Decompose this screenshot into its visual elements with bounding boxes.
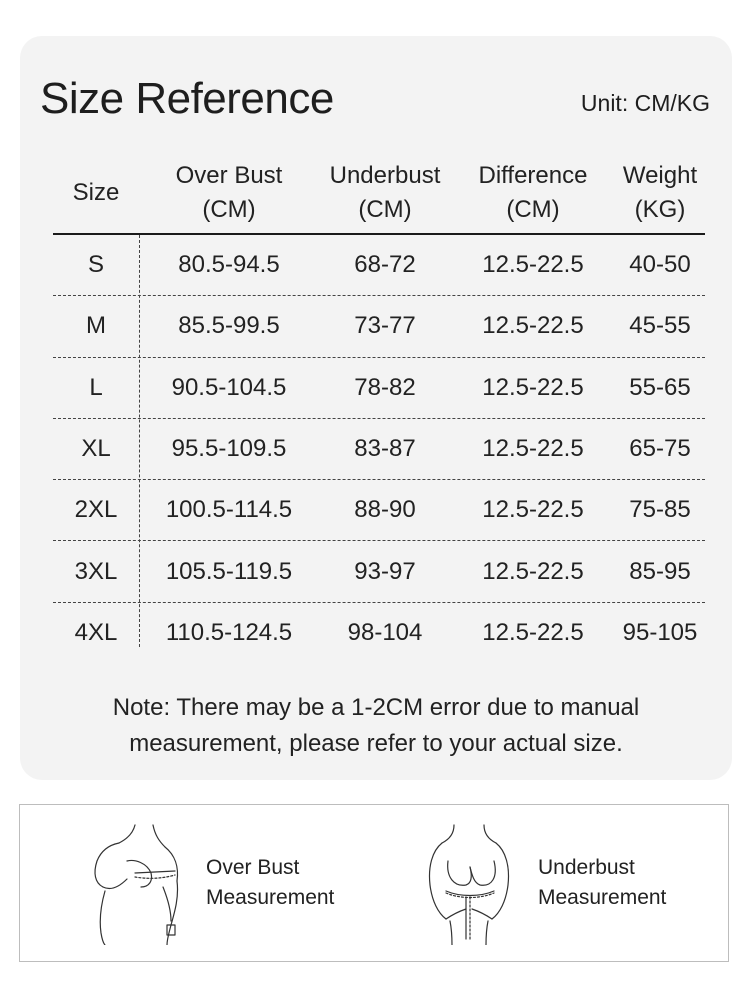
cell-difference: 12.5-22.5 [482, 251, 584, 279]
table-row [53, 480, 705, 541]
cell-underbust: 83-87 [354, 435, 416, 463]
size-reference-card [20, 36, 732, 780]
cell-over-bust: 95.5-109.5 [171, 435, 287, 463]
cell-difference: 12.5-22.5 [482, 557, 584, 585]
size-table [53, 150, 705, 664]
page-title: Size Reference [40, 74, 334, 123]
cell-underbust: 78-82 [354, 373, 416, 401]
cell-weight: 75-85 [629, 496, 691, 524]
measurement-guide [19, 804, 729, 962]
cell-underbust: 68-72 [354, 251, 416, 279]
header-size: Size [72, 178, 120, 206]
over-bust-caption: Over Bust Measurement [206, 856, 335, 909]
cell-difference: 12.5-22.5 [482, 496, 584, 524]
column-divider [139, 235, 140, 647]
cell-size: L [89, 373, 103, 401]
table-row [53, 541, 705, 602]
cell-difference: 12.5-22.5 [482, 435, 584, 463]
cell-weight: 85-95 [629, 557, 691, 585]
over-bust-figure-icon [75, 821, 193, 945]
cell-difference: 12.5-22.5 [482, 619, 584, 647]
cell-underbust: 73-77 [354, 312, 416, 340]
header-difference: Difference (CM) [478, 161, 588, 223]
cell-size: 3XL [74, 557, 118, 585]
cell-over-bust: 80.5-94.5 [178, 251, 280, 279]
cell-size: 2XL [74, 496, 118, 524]
table-row [53, 603, 705, 664]
cell-weight: 55-65 [629, 373, 691, 401]
cell-size: 4XL [74, 619, 118, 647]
header-over-bust: Over Bust (CM) [175, 161, 283, 223]
cell-weight: 40-50 [629, 251, 691, 279]
cell-underbust: 88-90 [354, 496, 416, 524]
cell-weight: 95-105 [622, 619, 698, 647]
underbust-caption: Underbust Measurement [538, 856, 667, 909]
cell-over-bust: 110.5-124.5 [165, 619, 293, 647]
underbust-figure-icon [410, 821, 528, 945]
table-row [53, 419, 705, 480]
measurement-note: Note: There may be a 1-2CM error due to manual measurement, please refer to your actual size. [112, 694, 640, 757]
cell-size: XL [81, 435, 111, 463]
cell-over-bust: 100.5-114.5 [165, 496, 293, 524]
cell-weight: 65-75 [629, 435, 691, 463]
cell-size: S [87, 251, 104, 279]
cell-over-bust: 105.5-119.5 [165, 557, 293, 585]
table-row [53, 358, 705, 419]
unit-label: Unit: CM/KG [580, 90, 710, 116]
cell-size: M [86, 312, 106, 340]
cell-underbust: 93-97 [354, 557, 416, 585]
cell-difference: 12.5-22.5 [482, 373, 584, 401]
cell-underbust: 98-104 [347, 619, 423, 647]
cell-over-bust: 90.5-104.5 [171, 373, 287, 401]
header-weight: Weight (KG) [622, 161, 698, 223]
table-row [53, 235, 705, 296]
cell-over-bust: 85.5-99.5 [178, 312, 280, 340]
table-row [53, 296, 705, 357]
cell-weight: 45-55 [629, 312, 691, 340]
header-underbust: Underbust (CM) [329, 161, 441, 223]
table-header [53, 150, 705, 235]
cell-difference: 12.5-22.5 [482, 312, 584, 340]
